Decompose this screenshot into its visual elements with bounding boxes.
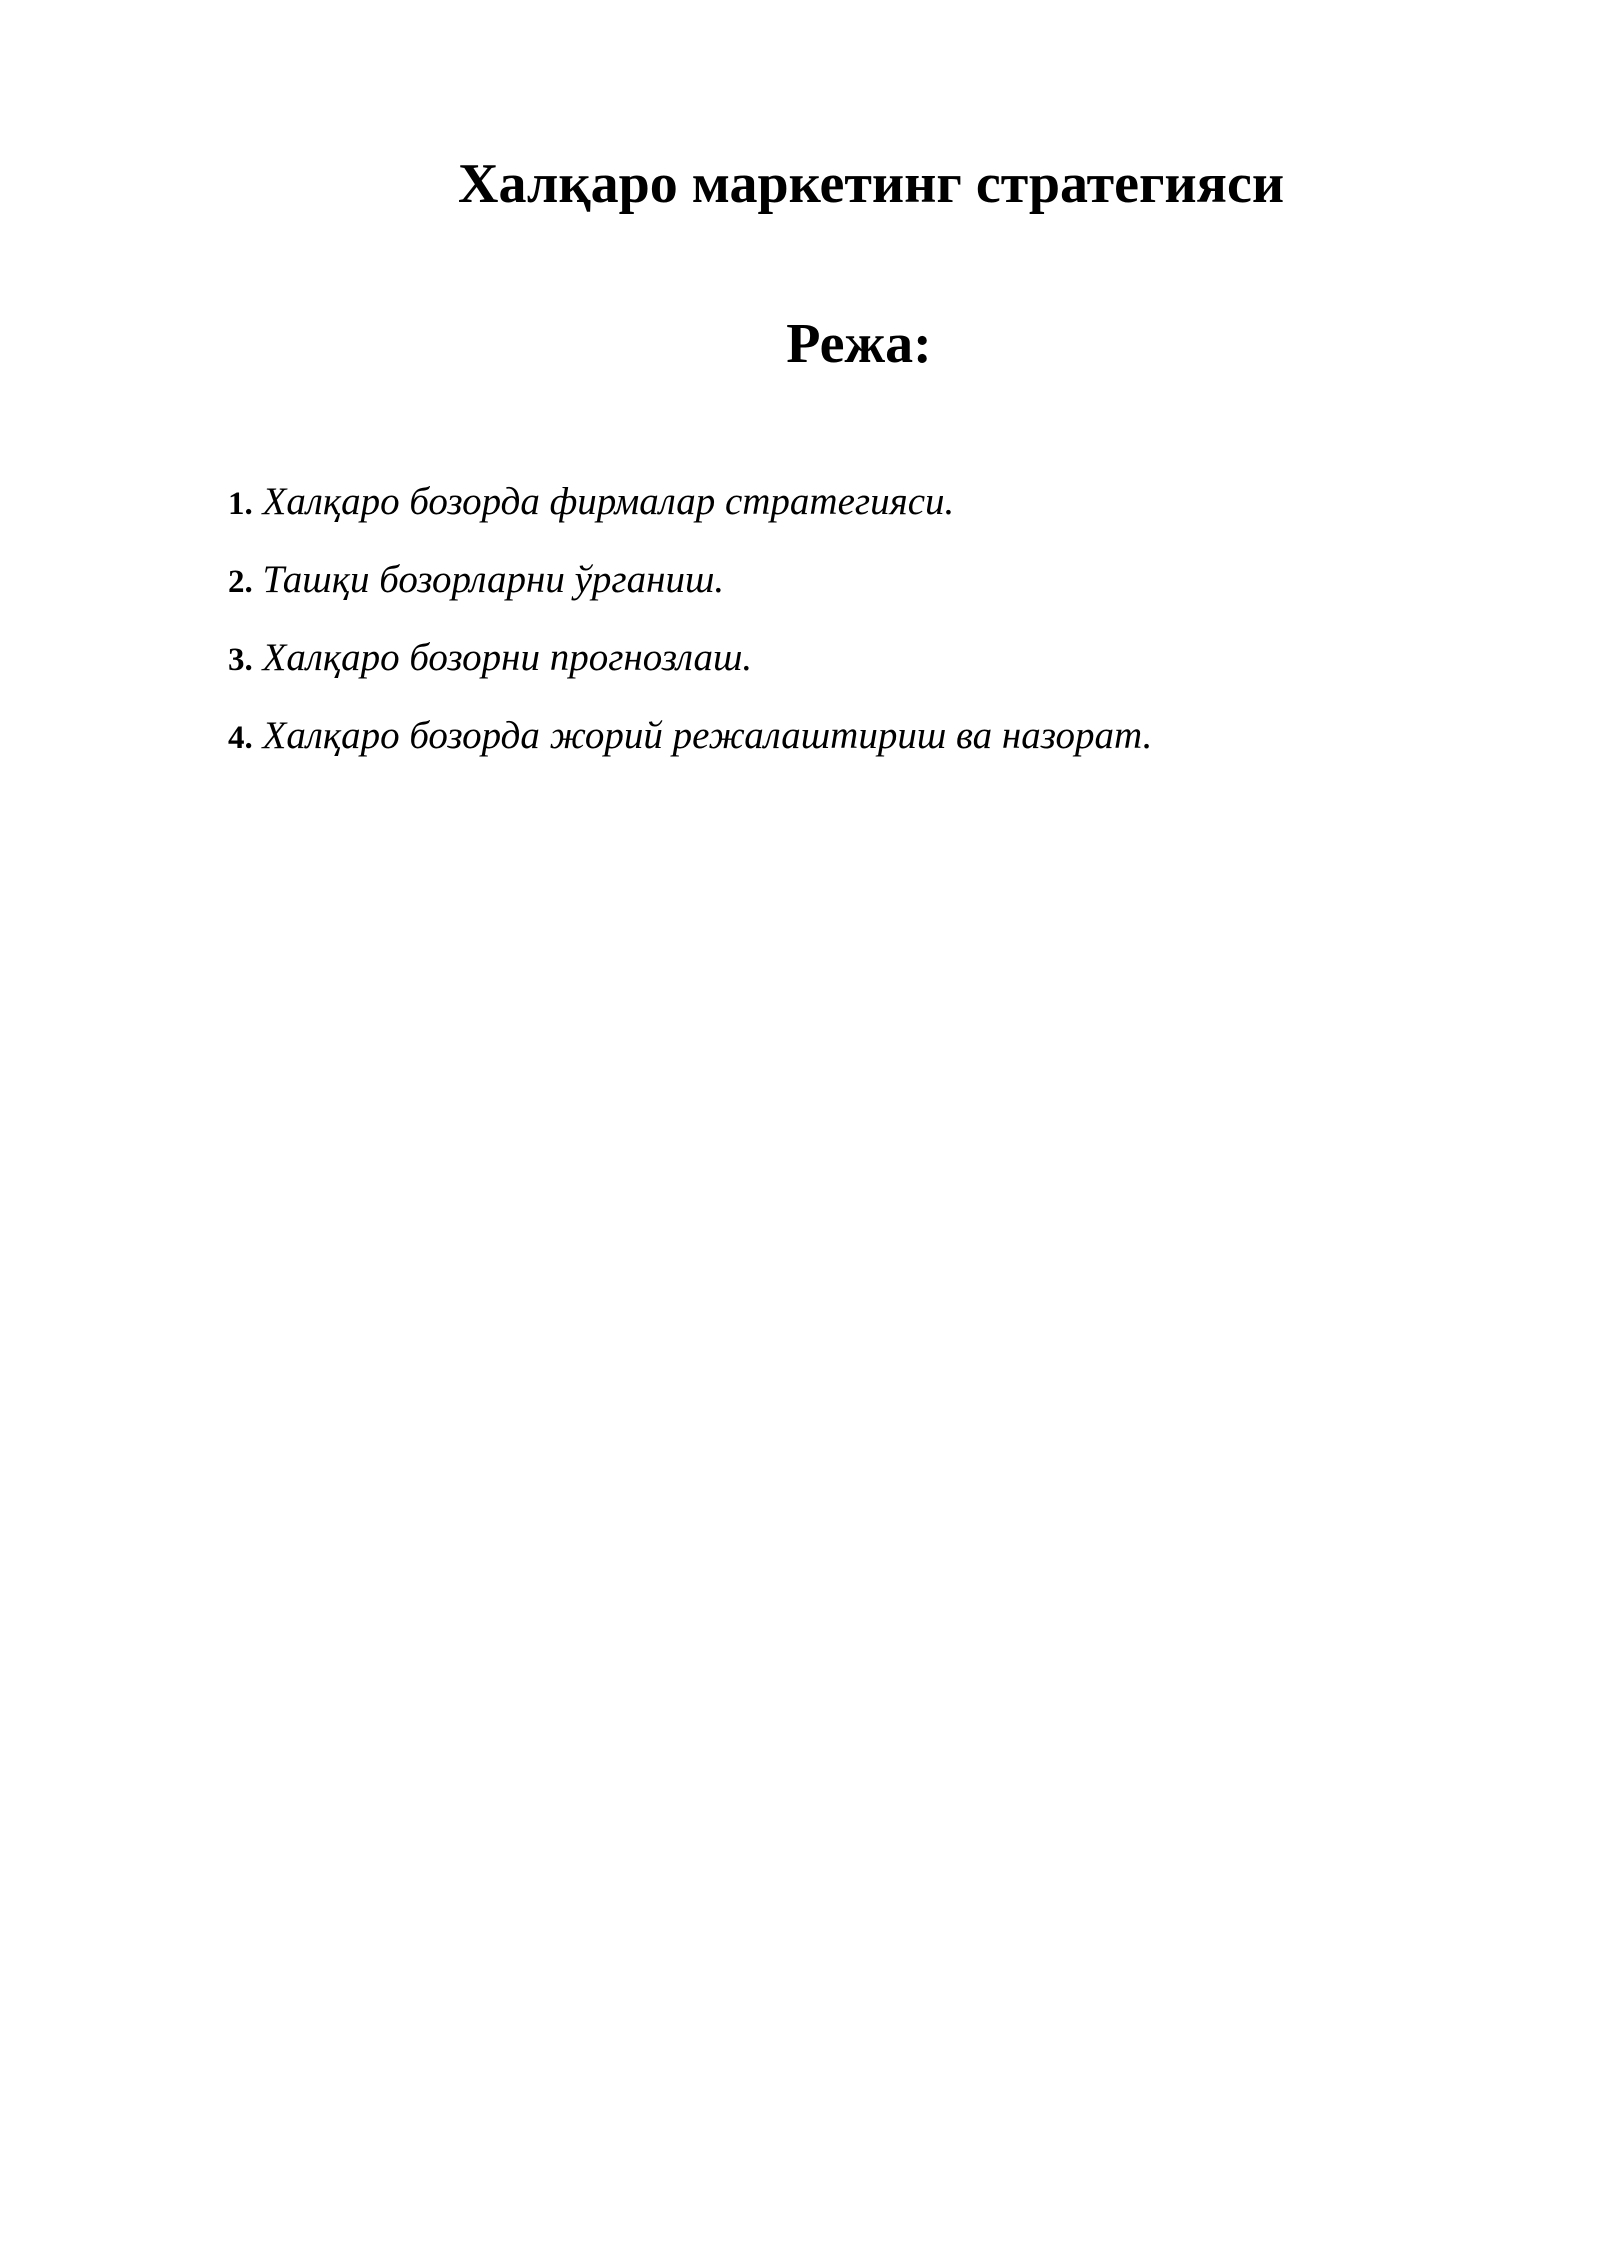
plan-item-number: 1. bbox=[228, 486, 253, 522]
plan-item-number: 3. bbox=[228, 642, 253, 678]
plan-item-text: Халқаро бозорда фирмалар стратегияси. bbox=[262, 480, 955, 523]
plan-heading: Режа: bbox=[786, 313, 932, 375]
plan-item-text: Халқаро бозорни прогнозлаш. bbox=[262, 636, 753, 679]
plan-item-number: 2. bbox=[228, 564, 253, 600]
plan-item-number: 4. bbox=[228, 720, 253, 756]
plan-item-text: Ташқи бозорларни ўрганиш. bbox=[262, 558, 725, 601]
plan-item bbox=[228, 620, 1152, 698]
plan-item bbox=[228, 542, 1152, 620]
plan-item bbox=[228, 464, 1152, 542]
document-title: Халқаро маркетинг стратегияси bbox=[458, 153, 1285, 215]
plan-item bbox=[228, 698, 1152, 776]
plan-list bbox=[228, 464, 1152, 776]
plan-item-text: Халқаро бозорда жорий режалаштириш ва назорат. bbox=[262, 714, 1153, 757]
